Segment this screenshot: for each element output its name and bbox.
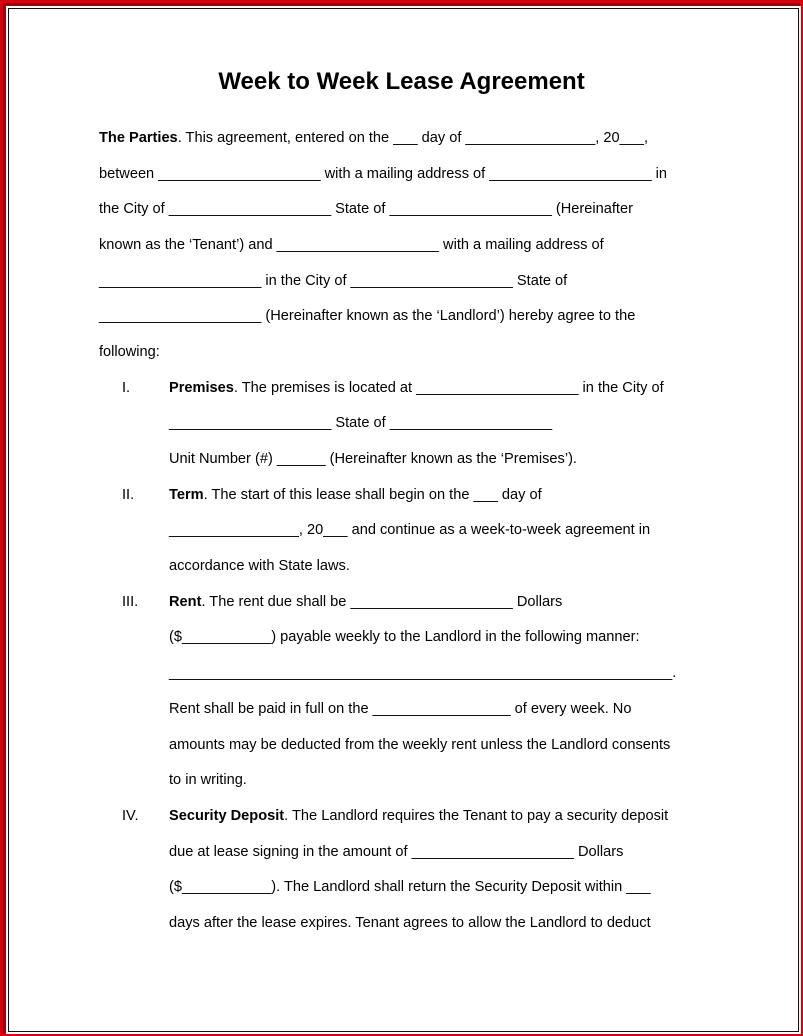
deposit-text: . The Landlord requires the Tenant to pay a security deposit xyxy=(284,808,669,824)
rent-line-2: ($___________) payable weekly to the Landlord in the following manner: xyxy=(169,629,640,645)
premises-line-2: ____________________ State of ____________________ xyxy=(169,415,553,431)
term-heading: Term xyxy=(169,487,204,503)
deposit-line-1 xyxy=(169,807,668,825)
rent-line-3: ______________________________________________________________. xyxy=(169,665,677,681)
section-number: II. xyxy=(122,487,135,503)
deposit-line-2: due at lease signing in the amount of ____________________ Dollars xyxy=(169,844,624,860)
rent-line-4: Rent shall be paid in full on the _________________ of every week. No xyxy=(169,701,632,717)
rent-heading: Rent xyxy=(169,594,202,610)
parties-line-5: ____________________ in the City of ____________________ State of xyxy=(99,273,568,289)
parties-text: . This agreement, entered on the ___ day of ________________, 20___, xyxy=(177,130,649,146)
section-number: III. xyxy=(122,594,139,610)
parties-line-3: the City of ____________________ State of ____________________ (Hereinafter xyxy=(99,201,633,217)
deposit-heading: Security Deposit xyxy=(169,808,285,824)
parties-line-6: ____________________ (Hereinafter known as the ‘Landlord’) hereby agree to the xyxy=(99,308,636,324)
rent-line-1 xyxy=(169,593,562,611)
parties-line-7: following: xyxy=(99,344,160,360)
parties-line-2: between ____________________ with a mailing address of ____________________ in xyxy=(99,166,668,182)
premises-text: . The premises is located at ____________________ in the City of xyxy=(233,380,664,396)
section-number: IV. xyxy=(122,808,139,824)
term-line-3: accordance with State laws. xyxy=(169,558,350,574)
deposit-line-3: ($___________). The Landlord shall return the Security Deposit within ___ xyxy=(169,879,651,895)
term-line-1 xyxy=(169,486,542,504)
deposit-line-4: days after the lease expires. Tenant agrees to allow the Landlord to deduct xyxy=(169,915,651,931)
term-text: . The start of this lease shall begin on the ___ day of xyxy=(203,487,542,503)
parties-line-4: known as the ‘Tenant’) and ____________________ with a mailing address of xyxy=(99,237,604,253)
rent-line-5: amounts may be deducted from the weekly rent unless the Landlord consents xyxy=(169,737,671,753)
parties-line-1 xyxy=(99,129,648,147)
premises-heading: Premises xyxy=(169,380,234,396)
parties-heading: The Parties xyxy=(99,130,178,146)
premises-line-1 xyxy=(169,379,664,397)
section-number: I. xyxy=(122,380,131,396)
rent-line-6: to in writing. xyxy=(169,772,247,788)
term-line-2: ________________, 20___ and continue as a week-to-week agreement in xyxy=(169,522,651,538)
rent-text: . The rent due shall be ____________________ Dollars xyxy=(201,594,563,610)
document-title: Week to Week Lease Agreement xyxy=(218,68,585,95)
premises-line-3: Unit Number (#) ______ (Hereinafter known as the ‘Premises’). xyxy=(169,451,577,467)
